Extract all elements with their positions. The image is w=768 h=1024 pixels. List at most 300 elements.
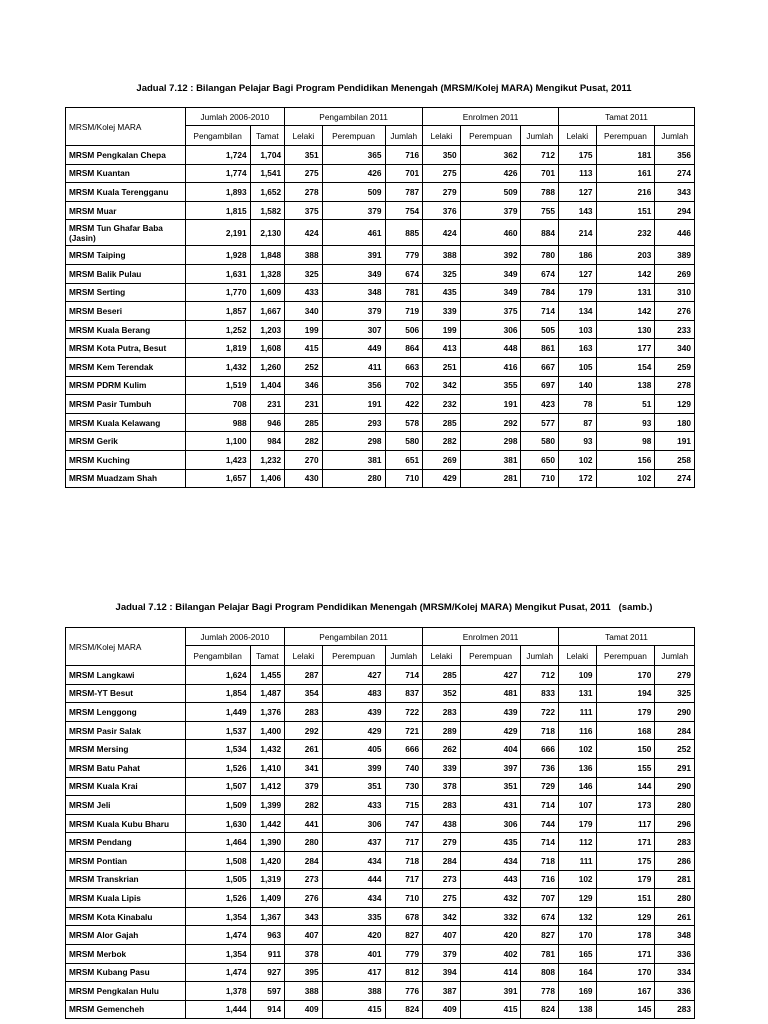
value-cell: 177	[596, 339, 655, 358]
value-cell: 1,815	[185, 201, 250, 220]
value-cell: 415	[322, 1000, 385, 1019]
value-cell: 927	[250, 963, 285, 982]
value-cell: 674	[521, 264, 559, 283]
value-cell: 861	[521, 339, 559, 358]
value-cell: 325	[655, 684, 695, 703]
value-cell: 1,100	[185, 432, 250, 451]
value-cell: 718	[385, 851, 423, 870]
table-row	[66, 246, 695, 265]
value-cell: 779	[385, 246, 423, 265]
value-cell: 127	[559, 264, 597, 283]
value-cell: 179	[559, 814, 597, 833]
value-cell: 417	[322, 963, 385, 982]
row-name-cell: MRSM Pengkalan Chepa	[66, 146, 186, 165]
value-cell: 111	[559, 703, 597, 722]
value-cell: 714	[385, 666, 423, 685]
value-cell: 146	[559, 777, 597, 796]
value-cell: 127	[559, 183, 597, 202]
value-cell: 172	[559, 469, 597, 488]
value-cell: 1,928	[185, 246, 250, 265]
value-cell: 169	[559, 982, 597, 1001]
value-cell: 51	[596, 395, 655, 414]
value-cell: 2,130	[250, 220, 285, 246]
value-cell: 1,854	[185, 684, 250, 703]
value-cell: 325	[285, 264, 323, 283]
value-cell: 911	[250, 944, 285, 963]
value-cell: 1,328	[250, 264, 285, 283]
value-cell: 281	[655, 870, 695, 889]
value-cell: 262	[423, 740, 461, 759]
row-name-cell: MRSM Kuala Lipis	[66, 889, 186, 908]
value-cell: 191	[655, 432, 695, 451]
table-row	[66, 339, 695, 358]
table-row	[66, 413, 695, 432]
value-cell: 231	[285, 395, 323, 414]
value-cell: 150	[596, 740, 655, 759]
row-name-cell: MRSM Kota Kinabalu	[66, 907, 186, 926]
value-cell: 161	[596, 164, 655, 183]
value-cell: 378	[285, 944, 323, 963]
value-cell: 354	[285, 684, 323, 703]
value-cell: 776	[385, 982, 423, 1001]
value-cell: 285	[423, 413, 461, 432]
row-name-cell: MRSM Pengkalan Hulu	[66, 982, 186, 1001]
value-cell: 707	[521, 889, 559, 908]
value-cell: 343	[285, 907, 323, 926]
table-1	[65, 107, 695, 488]
value-cell: 1,474	[185, 963, 250, 982]
value-cell: 787	[385, 183, 423, 202]
value-cell: 261	[655, 907, 695, 926]
value-cell: 282	[285, 796, 323, 815]
value-cell: 1,354	[185, 944, 250, 963]
value-cell: 143	[559, 201, 597, 220]
value-cell: 1,449	[185, 703, 250, 722]
value-cell: 449	[322, 339, 385, 358]
value-cell: 666	[385, 740, 423, 759]
value-cell: 179	[596, 703, 655, 722]
value-cell: 730	[385, 777, 423, 796]
table-row	[66, 220, 695, 246]
value-cell: 1,432	[185, 357, 250, 376]
value-cell: 415	[460, 1000, 521, 1019]
value-cell: 721	[385, 721, 423, 740]
column-subheader: Lelaki	[423, 646, 461, 666]
value-cell: 154	[596, 357, 655, 376]
table-row	[66, 432, 695, 451]
value-cell: 102	[559, 740, 597, 759]
value-cell: 87	[559, 413, 597, 432]
value-cell: 107	[559, 796, 597, 815]
value-cell: 722	[521, 703, 559, 722]
value-cell: 130	[596, 320, 655, 339]
value-cell: 701	[385, 164, 423, 183]
table-row	[66, 796, 695, 815]
value-cell: 170	[596, 963, 655, 982]
value-cell: 435	[423, 283, 461, 302]
value-cell: 404	[460, 740, 521, 759]
column-subheader: Pengambilan	[185, 126, 250, 146]
value-cell: 411	[322, 357, 385, 376]
value-cell: 199	[285, 320, 323, 339]
value-cell: 1,319	[250, 870, 285, 889]
value-cell: 379	[322, 201, 385, 220]
value-cell: 287	[285, 666, 323, 685]
value-cell: 1,400	[250, 721, 285, 740]
value-cell: 824	[521, 1000, 559, 1019]
column-subheader: Perempuan	[322, 646, 385, 666]
value-cell: 717	[385, 870, 423, 889]
table-row	[66, 777, 695, 796]
value-cell: 336	[655, 982, 695, 1001]
table-row	[66, 833, 695, 852]
value-cell: 392	[460, 246, 521, 265]
value-cell: 446	[655, 220, 695, 246]
value-cell: 351	[322, 777, 385, 796]
value-cell: 78	[559, 395, 597, 414]
row-name-cell: MRSM PDRM Kulim	[66, 376, 186, 395]
row-name-cell: MRSM Lenggong	[66, 703, 186, 722]
value-cell: 712	[521, 146, 559, 165]
column-subheader: Perempuan	[596, 126, 655, 146]
value-cell: 284	[285, 851, 323, 870]
value-cell: 283	[655, 833, 695, 852]
column-group-header: Tamat 2011	[559, 628, 695, 646]
row-name-cell: MRSM Mersing	[66, 740, 186, 759]
value-cell: 332	[460, 907, 521, 926]
value-cell: 388	[285, 246, 323, 265]
value-cell: 402	[460, 944, 521, 963]
value-cell: 131	[596, 283, 655, 302]
column-subheader: Lelaki	[423, 126, 461, 146]
value-cell: 340	[655, 339, 695, 358]
value-cell: 173	[596, 796, 655, 815]
table-row	[66, 469, 695, 488]
row-name-cell: MRSM Kuala Kelawang	[66, 413, 186, 432]
row-name-cell: MRSM Jeli	[66, 796, 186, 815]
value-cell: 280	[322, 469, 385, 488]
table-row	[66, 1000, 695, 1019]
row-name-cell: MRSM Beseri	[66, 302, 186, 321]
value-cell: 232	[596, 220, 655, 246]
value-cell: 1,541	[250, 164, 285, 183]
value-cell: 483	[322, 684, 385, 703]
value-cell: 1,406	[250, 469, 285, 488]
value-cell: 285	[285, 413, 323, 432]
table-row	[66, 907, 695, 926]
value-cell: 379	[460, 201, 521, 220]
value-cell: 270	[285, 450, 323, 469]
header-row-groups	[66, 108, 695, 126]
column-subheader: Perempuan	[596, 646, 655, 666]
value-cell: 282	[423, 432, 461, 451]
value-cell: 388	[423, 246, 461, 265]
row-name-cell: MRSM Kuching	[66, 450, 186, 469]
value-cell: 349	[460, 283, 521, 302]
value-cell: 214	[559, 220, 597, 246]
value-cell: 988	[185, 413, 250, 432]
table-row	[66, 814, 695, 833]
row-name-cell: MRSM Kuantan	[66, 164, 186, 183]
value-cell: 413	[423, 339, 461, 358]
value-cell: 667	[521, 357, 559, 376]
value-cell: 415	[285, 339, 323, 358]
value-cell: 252	[285, 357, 323, 376]
value-cell: 429	[322, 721, 385, 740]
value-cell: 151	[596, 889, 655, 908]
value-cell: 722	[385, 703, 423, 722]
value-cell: 378	[423, 777, 461, 796]
value-cell: 827	[521, 926, 559, 945]
value-cell: 93	[559, 432, 597, 451]
value-cell: 444	[322, 870, 385, 889]
value-cell: 274	[655, 164, 695, 183]
value-cell: 349	[322, 264, 385, 283]
value-cell: 179	[559, 283, 597, 302]
value-cell: 433	[322, 796, 385, 815]
value-cell: 736	[521, 758, 559, 777]
value-cell: 351	[460, 777, 521, 796]
table-row	[66, 450, 695, 469]
value-cell: 1,464	[185, 833, 250, 852]
value-cell: 1,367	[250, 907, 285, 926]
value-cell: 481	[460, 684, 521, 703]
value-cell: 387	[423, 982, 461, 1001]
row-name-cell: MRSM Taiping	[66, 246, 186, 265]
value-cell: 292	[460, 413, 521, 432]
value-cell: 350	[423, 146, 461, 165]
value-cell: 261	[285, 740, 323, 759]
value-cell: 1,819	[185, 339, 250, 358]
value-cell: 1,412	[250, 777, 285, 796]
value-cell: 439	[322, 703, 385, 722]
table-row	[66, 666, 695, 685]
value-cell: 252	[655, 740, 695, 759]
value-cell: 395	[285, 963, 323, 982]
value-cell: 269	[423, 450, 461, 469]
column-header-name: MRSM/Kolej MARA	[66, 628, 186, 666]
value-cell: 289	[423, 721, 461, 740]
column-group-header: Enrolmen 2011	[423, 628, 559, 646]
value-cell: 336	[655, 944, 695, 963]
value-cell: 310	[655, 283, 695, 302]
column-subheader: Lelaki	[559, 646, 597, 666]
value-cell: 674	[521, 907, 559, 926]
value-cell: 505	[521, 320, 559, 339]
row-name-cell: MRSM Pasir Tumbuh	[66, 395, 186, 414]
value-cell: 885	[385, 220, 423, 246]
value-cell: 216	[596, 183, 655, 202]
value-cell: 93	[596, 413, 655, 432]
value-cell: 405	[322, 740, 385, 759]
value-cell: 710	[385, 469, 423, 488]
value-cell: 339	[423, 758, 461, 777]
value-cell: 407	[423, 926, 461, 945]
column-group-header: Jumlah 2006-2010	[185, 108, 284, 126]
value-cell: 1,704	[250, 146, 285, 165]
value-cell: 1,390	[250, 833, 285, 852]
value-cell: 1,474	[185, 926, 250, 945]
value-cell: 399	[322, 758, 385, 777]
table-row	[66, 164, 695, 183]
value-cell: 194	[596, 684, 655, 703]
table-row	[66, 357, 695, 376]
value-cell: 1,399	[250, 796, 285, 815]
value-cell: 984	[250, 432, 285, 451]
value-cell: 718	[521, 721, 559, 740]
value-cell: 348	[322, 283, 385, 302]
value-cell: 597	[250, 982, 285, 1001]
value-cell: 429	[460, 721, 521, 740]
value-cell: 291	[655, 758, 695, 777]
value-cell: 409	[285, 1000, 323, 1019]
value-cell: 129	[655, 395, 695, 414]
value-cell: 281	[460, 469, 521, 488]
value-cell: 348	[655, 926, 695, 945]
value-cell: 276	[285, 889, 323, 908]
value-cell: 131	[559, 684, 597, 703]
value-cell: 273	[423, 870, 461, 889]
value-cell: 1,505	[185, 870, 250, 889]
row-name-cell: MRSM Muadzam Shah	[66, 469, 186, 488]
value-cell: 437	[322, 833, 385, 852]
column-subheader: Lelaki	[559, 126, 597, 146]
row-name-cell: MRSM Pasir Salak	[66, 721, 186, 740]
value-cell: 420	[322, 926, 385, 945]
column-subheader: Lelaki	[285, 126, 323, 146]
table-row	[66, 283, 695, 302]
value-cell: 394	[423, 963, 461, 982]
value-cell: 290	[655, 777, 695, 796]
value-cell: 509	[460, 183, 521, 202]
value-cell: 1,232	[250, 450, 285, 469]
row-name-cell: MRSM Balik Pulau	[66, 264, 186, 283]
value-cell: 259	[655, 357, 695, 376]
value-cell: 340	[285, 302, 323, 321]
value-cell: 1,432	[250, 740, 285, 759]
value-cell: 134	[559, 302, 597, 321]
value-cell: 424	[285, 220, 323, 246]
value-cell: 151	[596, 201, 655, 220]
value-cell: 365	[322, 146, 385, 165]
value-cell: 356	[655, 146, 695, 165]
row-name-cell: MRSM Kota Putra, Besut	[66, 339, 186, 358]
value-cell: 416	[460, 357, 521, 376]
value-cell: 269	[655, 264, 695, 283]
row-name-cell: MRSM Kuala Krai	[66, 777, 186, 796]
value-cell: 349	[460, 264, 521, 283]
header-row-groups	[66, 628, 695, 646]
table-row	[66, 944, 695, 963]
value-cell: 142	[596, 302, 655, 321]
value-cell: 105	[559, 357, 597, 376]
value-cell: 1,667	[250, 302, 285, 321]
value-cell: 864	[385, 339, 423, 358]
row-name-cell: MRSM Kuala Terengganu	[66, 183, 186, 202]
value-cell: 441	[285, 814, 323, 833]
value-cell: 718	[521, 851, 559, 870]
value-cell: 714	[521, 833, 559, 852]
value-cell: 650	[521, 450, 559, 469]
value-cell: 1,609	[250, 283, 285, 302]
row-name-cell: MRSM Kubang Pasu	[66, 963, 186, 982]
value-cell: 719	[385, 302, 423, 321]
row-name-cell: MRSM Muar	[66, 201, 186, 220]
value-cell: 1,652	[250, 183, 285, 202]
value-cell: 284	[655, 721, 695, 740]
value-cell: 306	[460, 814, 521, 833]
table-2	[65, 627, 695, 1019]
value-cell: 342	[423, 376, 461, 395]
column-subheader: Pengambilan	[185, 646, 250, 666]
value-cell: 379	[322, 302, 385, 321]
row-name-cell: MRSM Gemencheh	[66, 1000, 186, 1019]
value-cell: 714	[521, 796, 559, 815]
value-cell: 409	[423, 1000, 461, 1019]
value-cell: 181	[596, 146, 655, 165]
value-cell: 275	[423, 889, 461, 908]
column-group-header: Jumlah 2006-2010	[185, 628, 284, 646]
value-cell: 827	[385, 926, 423, 945]
row-name-cell: MRSM Alor Gajah	[66, 926, 186, 945]
value-cell: 1,444	[185, 1000, 250, 1019]
value-cell: 697	[521, 376, 559, 395]
column-subheader: Jumlah	[655, 126, 695, 146]
table-row	[66, 320, 695, 339]
value-cell: 1,770	[185, 283, 250, 302]
value-cell: 578	[385, 413, 423, 432]
value-cell: 663	[385, 357, 423, 376]
value-cell: 740	[385, 758, 423, 777]
value-cell: 306	[460, 320, 521, 339]
value-cell: 2,191	[185, 220, 250, 246]
row-name-cell: MRSM Merbok	[66, 944, 186, 963]
value-cell: 1,519	[185, 376, 250, 395]
value-cell: 678	[385, 907, 423, 926]
table-1-caption: Jadual 7.12 : Bilangan Pelajar Bagi Program Pendidikan Menengah (MRSM/Kolej MARA) Mengikut Pusat, 2011	[136, 83, 632, 94]
value-cell: 283	[655, 1000, 695, 1019]
value-cell: 577	[521, 413, 559, 432]
row-name-cell: MRSM Transkrian	[66, 870, 186, 889]
value-cell: 356	[322, 376, 385, 395]
value-cell: 284	[423, 851, 461, 870]
value-cell: 1,526	[185, 889, 250, 908]
value-cell: 279	[423, 833, 461, 852]
value-cell: 833	[521, 684, 559, 703]
value-cell: 102	[596, 469, 655, 488]
value-cell: 423	[521, 395, 559, 414]
value-cell: 434	[322, 889, 385, 908]
value-cell: 113	[559, 164, 597, 183]
table-row	[66, 302, 695, 321]
value-cell: 391	[460, 982, 521, 1001]
value-cell: 1,409	[250, 889, 285, 908]
value-cell: 381	[460, 450, 521, 469]
value-cell: 1,526	[185, 758, 250, 777]
value-cell: 355	[460, 376, 521, 395]
value-cell: 388	[285, 982, 323, 1001]
value-cell: 914	[250, 1000, 285, 1019]
table-row	[66, 982, 695, 1001]
row-name-cell: MRSM Serting	[66, 283, 186, 302]
value-cell: 1,893	[185, 183, 250, 202]
value-cell: 279	[655, 666, 695, 685]
value-cell: 170	[559, 926, 597, 945]
value-cell: 788	[521, 183, 559, 202]
value-cell: 307	[322, 320, 385, 339]
value-cell: 716	[521, 870, 559, 889]
value-cell: 422	[385, 395, 423, 414]
